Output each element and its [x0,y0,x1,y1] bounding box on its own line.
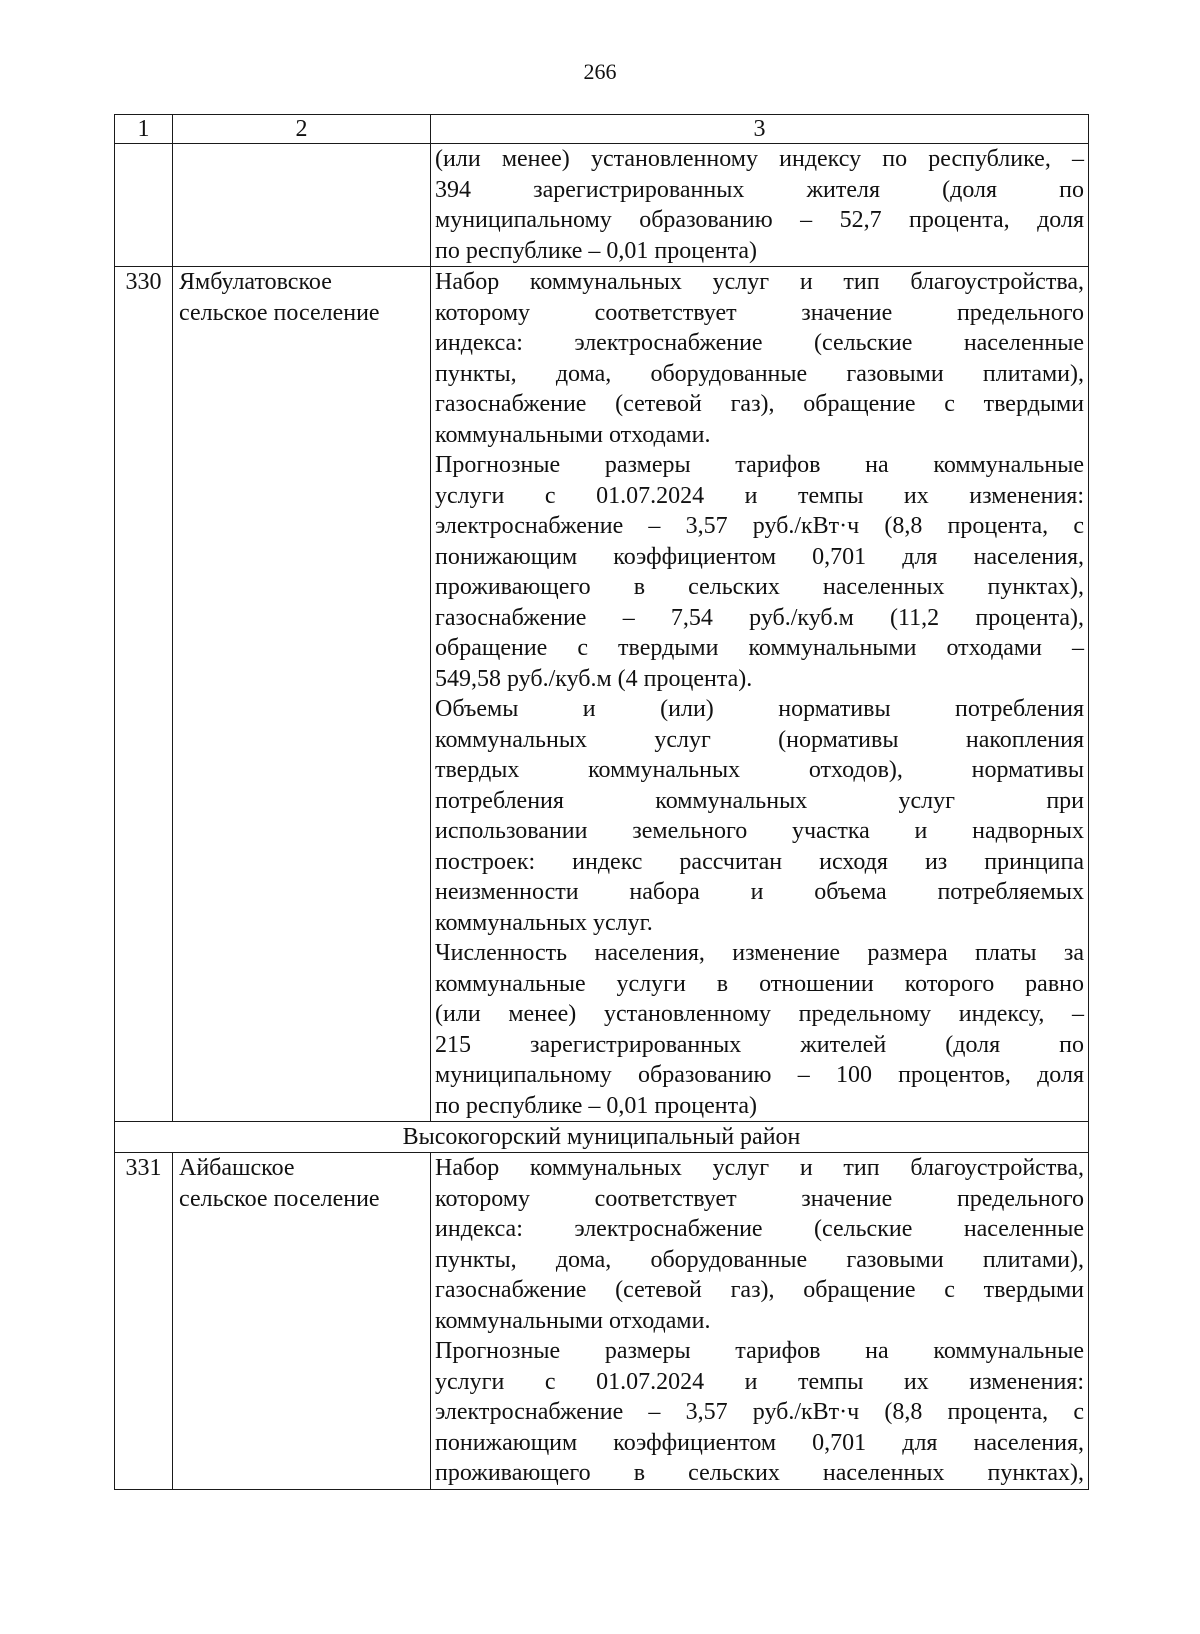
tariff-table [114,114,1089,1490]
table-row-continuation [115,144,1089,267]
text-line: услуги с 01.07.2024 и темпы их изменения: [435,1368,1084,1395]
section-title: Высокогорский муниципальный район [115,1122,1089,1153]
row-number: 331 [115,1153,173,1490]
paragraph-utility-set [435,267,1084,450]
text-line: пункты, дома, оборудованные газовыми плитами), [435,360,1084,387]
continuation-text [435,144,1084,266]
paragraph-volumes [435,694,1084,938]
text-line: понижающим коэффициентом 0,701 для населения, [435,543,1084,570]
text-line: неизменности набора и объема потребляемых [435,879,1084,905]
text-line: услуги с 01.07.2024 и темпы их изменения: [435,482,1084,509]
text-line: 215 зарегистрированных жителей (доля по [435,1031,1084,1058]
text-line: потребления коммунальных услуг при [435,787,1084,814]
text-line: 549,58 руб./куб.м (4 процента). [435,665,753,692]
text-line: понижающим коэффициентом 0,701 для населения, [435,1429,1084,1456]
text-line: электроснабжение – 3,57 руб./кВт·ч (8,8 процента, с [435,1399,1084,1425]
text-line: коммунальных услуг. [435,909,653,936]
table-row-330 [115,267,1089,1122]
table-header-row [115,115,1089,144]
municipality-name [173,267,431,1122]
text-line: коммунальные услуги в отношении которого равно [435,970,1084,997]
text-line: Набор коммунальных услуг и тип благоустройства, [435,1155,1084,1181]
column-header-2: 2 [173,115,431,144]
text-line: Прогнозные размеры тарифов на коммунальные [435,1338,1084,1364]
text-line: муниципальному образованию – 100 процентов, доля [435,1062,1084,1088]
municipality-name-line2: сельское поселение [179,299,380,326]
paragraph-tariffs [435,1336,1084,1489]
text-line: твердых коммунальных отходов), нормативы [435,757,1084,783]
text-line: проживающего в сельских населенных пунктах), [435,574,1084,600]
text-line: построек: индекс рассчитан исходя из принципа [435,848,1084,875]
row-number: 330 [115,267,173,1122]
text-line: обращение с твердыми коммунальными отходами – [435,635,1084,661]
text-line: пункты, дома, оборудованные газовыми плитами), [435,1246,1084,1273]
text-line: индекса: электроснабжение (сельские населенные [435,1216,1084,1242]
text-line: использовании земельного участка и надворных [435,818,1084,844]
text-line: газоснабжение (сетевой газ), обращение с твердыми [435,391,1084,417]
column-header-1: 1 [115,115,173,144]
paragraph-population [435,938,1084,1121]
text-line: коммунальными отходами. [435,421,711,448]
paragraph-utility-set [435,1153,1084,1336]
row-330-content [431,267,1089,1122]
row-331-content [431,1153,1089,1490]
municipality-name-line1: Айбашское [179,1155,295,1181]
row-name-cell [173,144,431,267]
text-line: коммунальных услуг (нормативы накопления [435,726,1084,753]
municipality-name-line1: Ямбулатовское [179,269,332,295]
text-line: Численность населения, изменение размера платы за [435,940,1084,966]
municipality-name-line2: сельское поселение [179,1185,380,1212]
paragraph-tariffs [435,450,1084,694]
section-row [115,1122,1089,1153]
text-line: газоснабжение (сетевой газ), обращение с твердыми [435,1277,1084,1303]
text-line: Объемы и (или) нормативы потребления [435,696,1084,722]
page-number: 266 [583,59,617,84]
text-line: индекса: электроснабжение (сельские населенные [435,330,1084,356]
text-line: проживающего в сельских населенных пунктах), [435,1460,1084,1486]
row-number-cell [115,144,173,267]
text-line: по республике – 0,01 процента) [435,1092,758,1119]
text-line: по республике – 0,01 процента) [435,237,758,264]
text-line: коммунальными отходами. [435,1307,711,1334]
text-line: муниципальному образованию – 52,7 процента, доля [435,207,1084,233]
table-row-331 [115,1153,1089,1490]
text-line: (или менее) установленному предельному индексу, – [435,1001,1084,1027]
column-header-3: 3 [431,115,1089,144]
text-line: которому соответствует значение предельного [435,299,1084,326]
text-line: Прогнозные размеры тарифов на коммунальные [435,452,1084,478]
text-line: газоснабжение – 7,54 руб./куб.м (11,2 процента), [435,604,1084,631]
text-line: 394 зарегистрированных жителя (доля по [435,176,1084,203]
row-content-cell [431,144,1089,267]
text-line: электроснабжение – 3,57 руб./кВт·ч (8,8 процента, с [435,513,1084,539]
text-line: которому соответствует значение предельного [435,1185,1084,1212]
municipality-name [173,1153,431,1490]
text-line: Набор коммунальных услуг и тип благоустройства, [435,269,1084,295]
text-line: (или менее) установленному индексу по республике, – [435,146,1084,172]
